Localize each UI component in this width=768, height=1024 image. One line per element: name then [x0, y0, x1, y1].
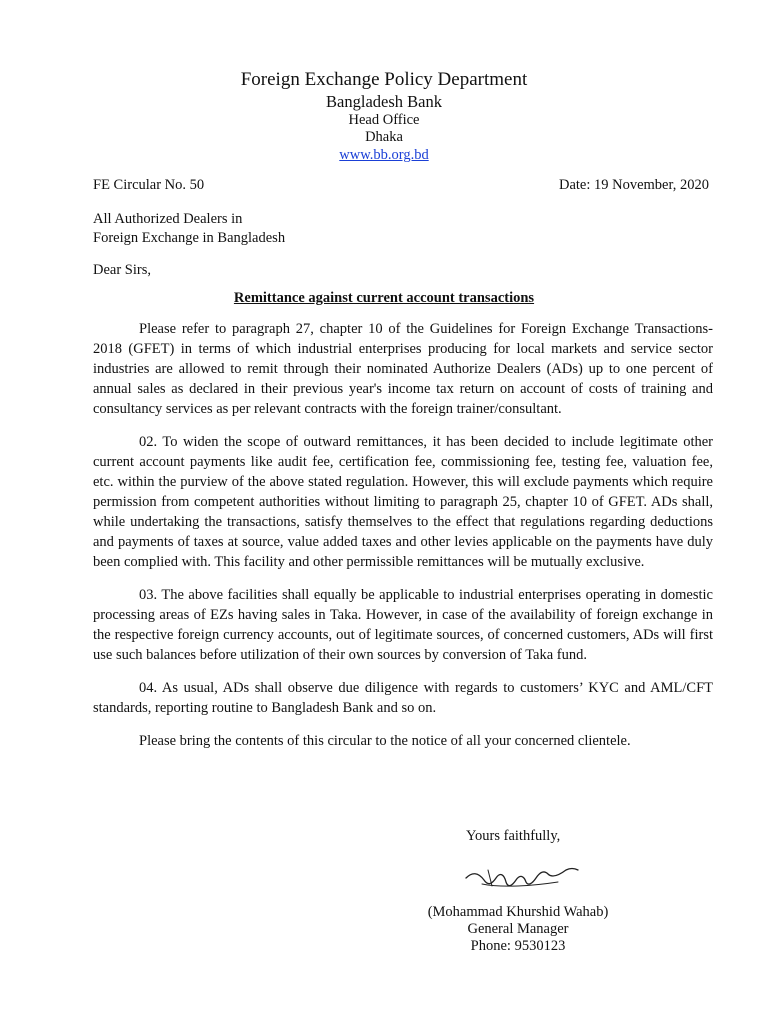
addressee-line: All Authorized Dealers in — [93, 211, 243, 227]
body-paragraph: 04. As usual, ADs shall observe due diligence with regards to customers’ KYC and AML/CFT standards, reporting routine to Bangladesh Bank and so on. — [93, 680, 713, 716]
body-paragraph: 02. To widen the scope of outward remittances, it has been decided to include legitimate other current account payments like audit fee, certification fee, commissioning fee, testing fee, valuation fee, etc. within the purview of the above stated regulation. However, this will exclude payments which require permission from competent authorities without limiting to paragraph 25, chapter 10 of GFET. ADs shall, while undertaking the transactions, satisfy themselves to the effect that regulations regarding deductions and payments of taxes at source, value added taxes and other levies applicable on the payments have duly been complied with. This facility and other permissible remittances will be mutually exclusive. — [93, 434, 713, 570]
body-paragraph: 03. The above facilities shall equally be applicable to industrial enterprises operating in domestic processing areas of EZs having sales in Taka. However, in case of the availability of foreign exchange in the respective foreign currency accounts, out of legitimate sources, of concerned customers, ADs will first use such balances before utilization of their own sources by conversion of Taka fund. — [93, 587, 713, 663]
subject-heading: Remittance against current account transactions — [233, 290, 535, 306]
signatory-phone: Phone: 9530123 — [470, 938, 566, 954]
salutation: Dear Sirs, — [93, 262, 151, 278]
signatory-name: (Mohammad Khurshid Wahab) — [427, 904, 609, 920]
addressee-line: Foreign Exchange in Bangladesh — [93, 230, 286, 246]
closing-phrase: Yours faithfully, — [466, 828, 561, 844]
department-name: Foreign Exchange Policy Department — [240, 69, 528, 90]
signature-mark — [462, 856, 582, 896]
circular-body — [93, 319, 713, 764]
signatory-title: General Manager — [467, 921, 569, 937]
body-paragraph: Please bring the contents of this circular to the notice of all your concerned clientele. — [139, 733, 631, 749]
letterhead — [0, 68, 768, 165]
addressee — [93, 210, 285, 248]
office-city: Dhaka — [365, 129, 403, 145]
body-paragraph: Please refer to paragraph 27, chapter 10 of the Guidelines for Foreign Exchange Transactions-2018 (GFET) in terms of which industrial enterprises producing for local markets and service sector industries are allowed to remit through their nominated Authorize Dealers (ADs) up to one percent of annual sales as declared in their previous year's income tax return on account of costs of training and consultancy services as per relevant contracts with the foreign trainer/consultant. — [93, 321, 713, 417]
bank-name: Bangladesh Bank — [326, 92, 442, 111]
circular-number: FE Circular No. 50 — [93, 177, 205, 193]
website-link[interactable]: www.bb.org.bd — [339, 147, 429, 163]
circular-date: Date: 19 November, 2020 — [558, 177, 709, 193]
signatory-block — [400, 904, 636, 955]
office-name: Head Office — [348, 112, 420, 128]
